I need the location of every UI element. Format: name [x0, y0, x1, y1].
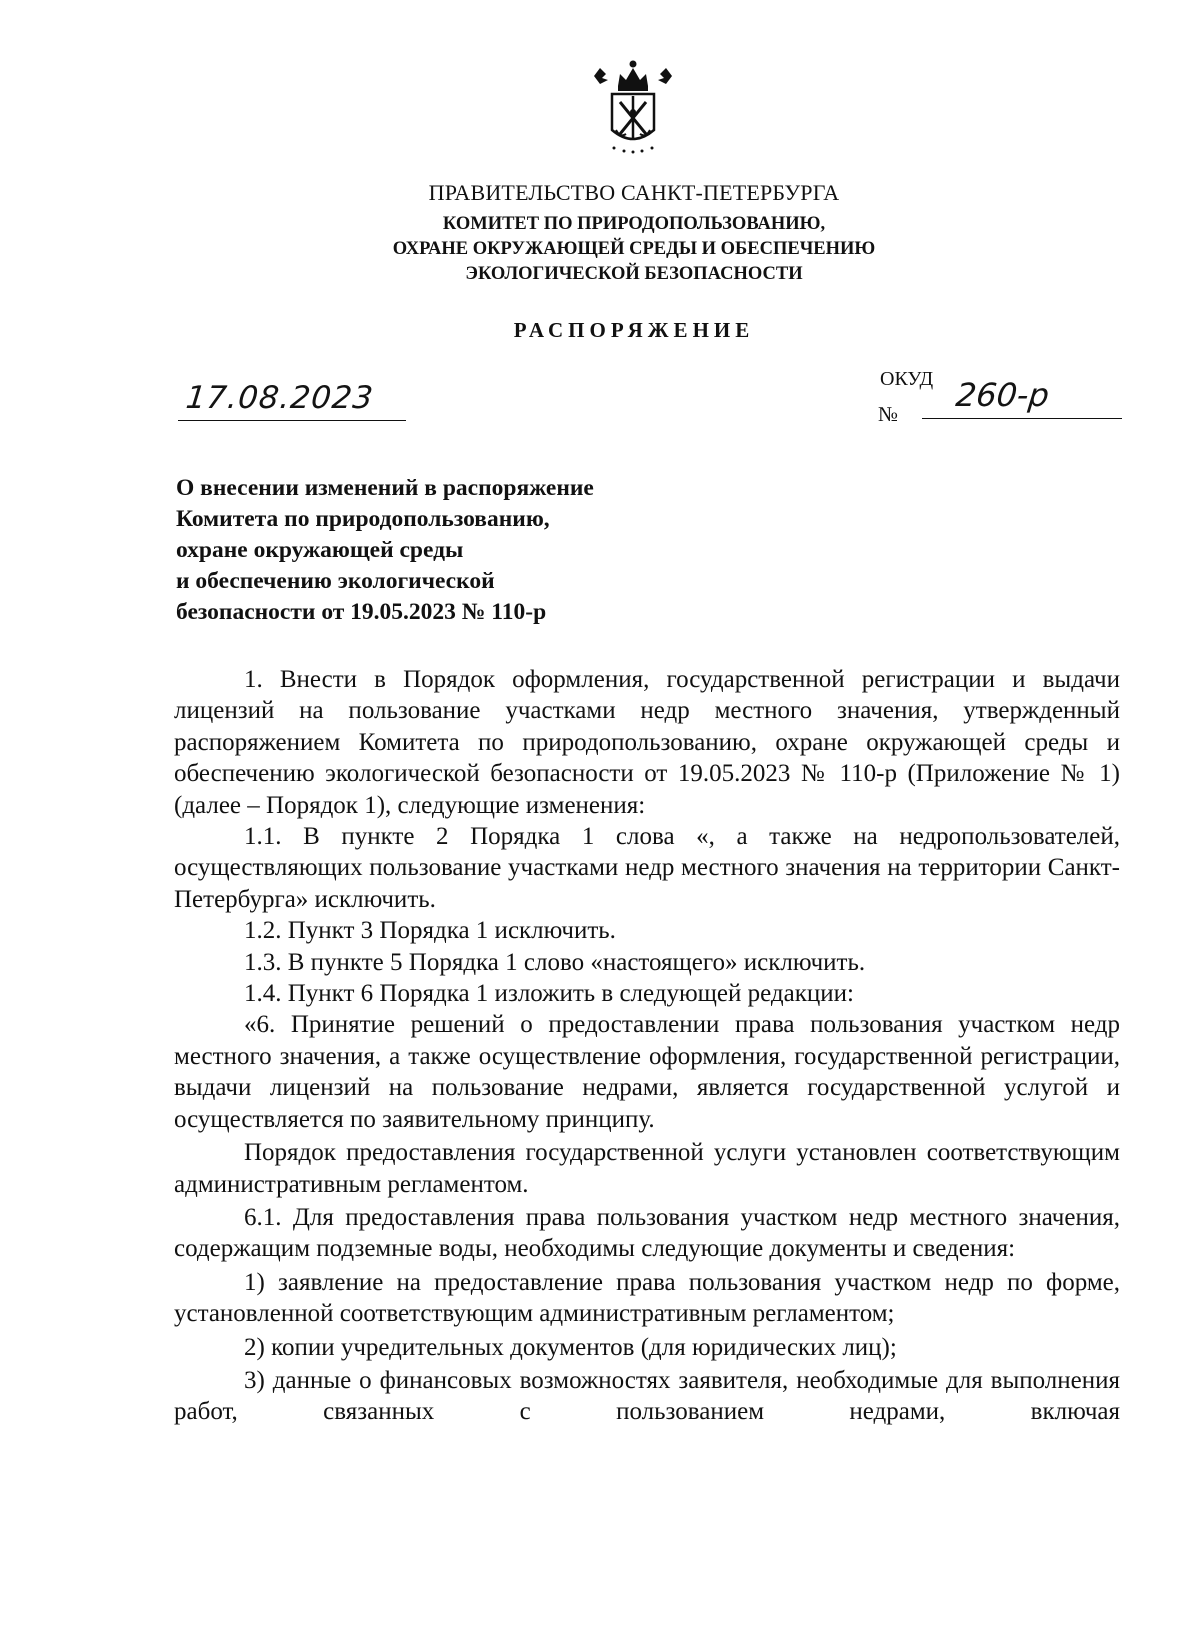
paragraph-1-3: 1.3. В пункте 5 Порядка 1 слово «настоящего» исключить.: [244, 948, 866, 976]
subject-line: безопасности от 19.05.2023 № 110-р: [176, 599, 547, 625]
subject-line: охране окружающей среды: [176, 537, 464, 563]
document-subject: [176, 473, 594, 628]
document-type-title: РАСПОРЯЖЕНИЕ: [513, 318, 755, 342]
committee-line: ЭКОЛОГИЧЕСКОЙ БЕЗОПАСНОСТИ: [465, 264, 803, 284]
committee-line: КОМИТЕТ ПО ПРИРОДОПОЛЬЗОВАНИЮ,: [442, 214, 826, 234]
committee-name: [0, 212, 1200, 287]
paragraph-6-1: 6.1. Для предоставления права пользования участком недр местного значения, содержащим подземные воды, необходимы следующие документы и сведения:: [174, 1203, 1120, 1263]
subject-line: и обеспечению экологической: [176, 568, 495, 594]
paragraph-6-procedure: Порядок предоставления государственной услуги установлен соответствующим административным регламентом.: [174, 1139, 1120, 1198]
paragraph-1-4: 1.4. Пункт 6 Порядка 1 изложить в следующей редакции:: [244, 980, 854, 1008]
paragraph-1-2: 1.2. Пункт 3 Порядка 1 исключить.: [244, 917, 616, 945]
subject-line: О внесении изменений в распоряжение: [176, 475, 594, 501]
paragraph-1-1: 1.1. В пункте 2 Порядка 1 слова «, а также на недропользователей, осуществляющих пользование участками недр местного значения на территории Санкт-Петербурга» исключить.: [174, 823, 1120, 913]
document-body: [174, 664, 1120, 1428]
paragraph-1: 1. Внести в Порядок оформления, государственной регистрации и выдачи лицензий на пользование участками недр местного значения, утвержденный распоряжением Комитета по природопользованию, охране окружающей среды и обеспечению экологической безопасности от 19.05.2023 № 110-р (Приложение № 1) (далее – Порядок 1), следующие изменения:: [174, 666, 1120, 819]
handwritten-date: 17.08.2023: [184, 380, 376, 416]
coat-of-arms-emblem: [590, 56, 676, 156]
handwritten-number: 260-р: [954, 376, 1051, 414]
list-item-3: 3) данные о финансовых возможностях заявителя, необходимые для выполнения работ, связанных с пользованием недрами, включая: [174, 1366, 1120, 1426]
list-item-2: 2) копии учредительных документов (для юридических лиц);: [244, 1333, 897, 1361]
subject-line: Комитета по природопользованию,: [176, 506, 550, 532]
committee-line: ОХРАНЕ ОКРУЖАЮЩЕЙ СРЕДЫ И ОБЕСПЕЧЕНИЮ: [392, 239, 876, 259]
date-field: [178, 380, 406, 421]
list-item-1: 1) заявление на предоставление права пользования участком недр по форме, установленной соответствующим административным регламентом;: [174, 1268, 1120, 1328]
okud-label: ОКУД: [880, 368, 934, 390]
number-field: [922, 376, 1122, 419]
government-name: ПРАВИТЕЛЬСТВО САНКТ-ПЕТЕРБУРГА: [428, 180, 840, 205]
paragraph-6: «6. Принятие решений о предоставлении права пользования участком недр местного значения, а также осуществление оформления, государственной регистрации, выдачи лицензий на пользование недрами, является государственной услугой и осуществляется по заявительному принципу.: [174, 1011, 1120, 1133]
number-sign: №: [878, 402, 899, 426]
